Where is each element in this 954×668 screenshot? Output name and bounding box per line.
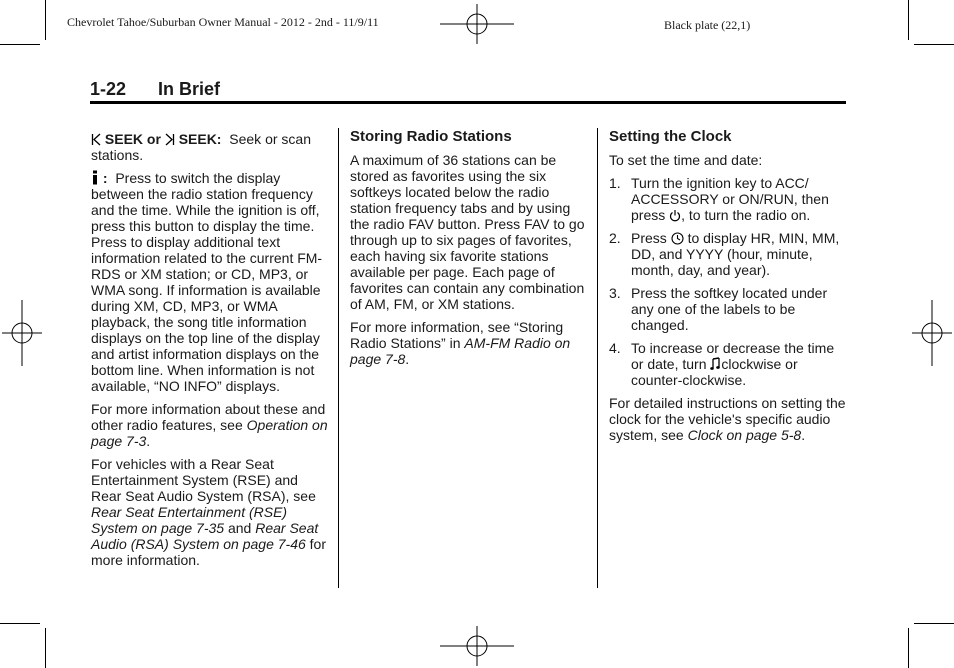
storing-more-info-paragraph	[350, 319, 586, 367]
step-number: 2.	[609, 230, 621, 246]
step-number: 1.	[609, 175, 621, 191]
power-icon	[669, 209, 681, 222]
seek-text: Seek or scan stations.	[91, 131, 311, 163]
print-header-manual: Chevrolet Tahoe/Suburban Owner Manual - 2012 - 2nd - 11/9/11	[67, 15, 379, 29]
registration-mark-right	[912, 300, 952, 366]
seek-label: SEEK or	[104, 131, 161, 147]
step-text-end: , to turn the radio on.	[681, 207, 811, 223]
seek-label-2: SEEK:	[178, 131, 222, 147]
rse-suffix: for more information.	[91, 536, 327, 568]
tune-knob-icon	[710, 357, 721, 371]
info-colon: :	[102, 170, 108, 186]
clock-reference: Clock on page 5-8	[687, 427, 802, 443]
seek-forward-icon	[165, 133, 175, 146]
seek-back-icon	[91, 133, 101, 146]
step-number: 3.	[609, 285, 621, 301]
column-1	[91, 131, 329, 575]
step-text-end: to display HR, MIN, MM, DD, and YYYY (hour, minute, month, day, and year).	[631, 230, 840, 278]
column-divider-2	[597, 128, 598, 588]
column-2	[350, 128, 586, 374]
list-item	[609, 175, 849, 223]
more-info-paragraph	[91, 401, 329, 449]
storing-radio-stations-heading: Storing Radio Stations	[350, 128, 512, 145]
step-text: To increase or decrease the time or date, turn	[631, 340, 835, 372]
more-info-prefix: For more information about these and other radio features, see	[91, 401, 326, 433]
storing-paragraph: A maximum of 36 stations can be stored as favorites using the six softkeys located below the radio station frequency tabs and by using the radio FAV button. Press FAV to go through up to six pages of favorites, each having six favorite stations available per page. Each page of favorites can contain any combination of AM, FM, or XM stations.	[350, 152, 585, 312]
registration-mark-bottom	[440, 626, 514, 666]
clock-icon	[671, 232, 684, 245]
rse-paragraph	[91, 456, 329, 568]
setting-the-clock-heading: Setting the Clock	[609, 128, 732, 145]
info-text: Press to switch the display between the radio station frequency and the time. While the ignition is off, press this button to display the time. Press to display additional text information related to the current FM-RDS or XM station; or CD, MP3, or WMA song. If information is available during XM, CD, MP3, or WMA playback, the song title information displays on the top line of the display and artist information displays on the bottom line. When information is not available, “NO INFO” displays.	[91, 170, 323, 394]
step-text: Press the softkey located under any one of the labels to be changed.	[631, 285, 828, 333]
info-icon	[91, 170, 99, 185]
more-info-suffix: .	[146, 433, 151, 449]
list-item	[609, 340, 849, 388]
rsa-reference: Rear Seat Audio (RSA) System on page 7-46	[91, 520, 319, 552]
column-divider-1	[338, 128, 339, 588]
storing-more-info-prefix: For more information, see “Storing Radio Stations” in	[350, 319, 564, 351]
rse-prefix: For vehicles with a Rear Seat Entertainment System (RSE) and Rear Seat Audio System (RSA), see	[91, 456, 316, 504]
list-item	[609, 230, 849, 278]
detail-suffix: .	[801, 427, 806, 443]
column-3	[609, 128, 849, 450]
rse-and: and	[227, 520, 252, 536]
detail-prefix: For detailed instructions on setting the clock for the vehicle's specific audio system, see	[609, 395, 846, 443]
list-item	[609, 285, 849, 333]
step-text: Turn the ignition key to ACC/ ACCESSORY or ON/RUN, then press	[631, 175, 829, 223]
clock-steps-list	[609, 175, 849, 388]
seek-paragraph	[91, 131, 329, 163]
step-number: 4.	[609, 340, 621, 356]
step-text: Press	[631, 230, 667, 246]
storing-more-info-suffix: .	[405, 351, 410, 367]
registration-mark-top	[440, 4, 514, 44]
page-title: In Brief	[158, 79, 221, 99]
page-number: 1-22	[90, 79, 127, 99]
rse-reference: Rear Seat Entertainment (RSE) System on page 7-35	[91, 504, 288, 536]
am-fm-radio-reference: AM-FM Radio on page 7-8	[350, 335, 571, 367]
detail-paragraph	[609, 395, 849, 443]
info-paragraph	[91, 170, 329, 394]
registration-mark-left	[2, 300, 42, 366]
header-rule	[90, 101, 846, 104]
clock-intro: To set the time and date:	[609, 152, 763, 168]
print-header-plate: Black plate (22,1)	[664, 18, 751, 32]
operation-reference: Operation on page 7-3	[91, 417, 328, 449]
step-text-end: clockwise or counter-clockwise.	[631, 356, 798, 388]
